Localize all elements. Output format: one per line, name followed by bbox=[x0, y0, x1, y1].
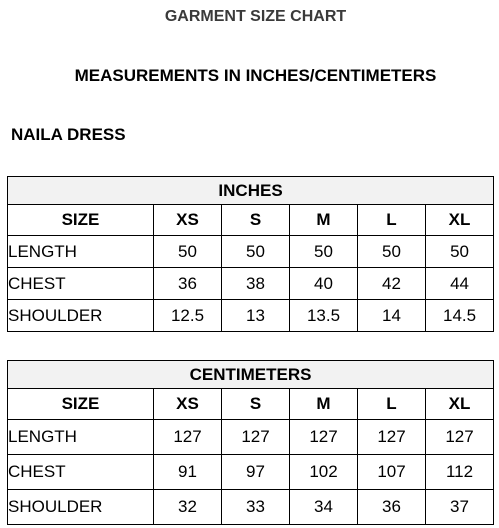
size-header-xs: XS bbox=[154, 389, 222, 420]
table-cell: 50 bbox=[358, 236, 426, 268]
table-cell: 36 bbox=[358, 490, 426, 525]
inches-table bbox=[7, 176, 494, 332]
centimeters-heading: CENTIMETERS bbox=[8, 361, 494, 389]
table-cell: 34 bbox=[290, 490, 358, 525]
table-cell: 12.5 bbox=[154, 300, 222, 332]
size-header-xs: XS bbox=[154, 205, 222, 236]
table-row bbox=[8, 455, 494, 490]
size-header-m: M bbox=[290, 389, 358, 420]
table-cell: 33 bbox=[222, 490, 290, 525]
size-column-header: SIZE bbox=[8, 389, 154, 420]
size-header-l: L bbox=[358, 205, 426, 236]
table-cell: 38 bbox=[222, 268, 290, 300]
product-name: NAILA DRESS bbox=[11, 125, 126, 144]
table-cell: 37 bbox=[426, 490, 494, 525]
table-cell: 127 bbox=[154, 420, 222, 455]
size-header-s: S bbox=[222, 389, 290, 420]
table-cell: 42 bbox=[358, 268, 426, 300]
row-label-shoulder: SHOULDER bbox=[8, 300, 154, 332]
table-cell: 127 bbox=[222, 420, 290, 455]
table-cell: 97 bbox=[222, 455, 290, 490]
table-cell: 50 bbox=[222, 236, 290, 268]
table-row bbox=[8, 268, 494, 300]
size-header-m: M bbox=[290, 205, 358, 236]
size-column-header: SIZE bbox=[8, 205, 154, 236]
table-cell: 13.5 bbox=[290, 300, 358, 332]
chart-title: GARMENT SIZE CHART bbox=[164, 8, 347, 25]
measurement-subtitle: MEASUREMENTS IN INCHES/CENTIMETERS bbox=[74, 66, 437, 85]
centimeters-table bbox=[7, 360, 494, 525]
table-cell: 127 bbox=[426, 420, 494, 455]
table-cell: 44 bbox=[426, 268, 494, 300]
row-label-length: LENGTH bbox=[8, 420, 154, 455]
table-cell: 50 bbox=[154, 236, 222, 268]
row-label-chest: CHEST bbox=[8, 455, 154, 490]
table-row bbox=[8, 236, 494, 268]
table-cell: 102 bbox=[290, 455, 358, 490]
table-cell: 14 bbox=[358, 300, 426, 332]
table-cell: 112 bbox=[426, 455, 494, 490]
table-row bbox=[8, 490, 494, 525]
table-cell: 13 bbox=[222, 300, 290, 332]
inches-heading: INCHES bbox=[8, 177, 494, 205]
table-cell: 50 bbox=[290, 236, 358, 268]
table-row bbox=[8, 300, 494, 332]
table-cell: 127 bbox=[290, 420, 358, 455]
table-cell: 91 bbox=[154, 455, 222, 490]
row-label-shoulder: SHOULDER bbox=[8, 490, 154, 525]
size-header-xl: XL bbox=[426, 205, 494, 236]
table-cell: 107 bbox=[358, 455, 426, 490]
table-cell: 50 bbox=[426, 236, 494, 268]
table-cell: 36 bbox=[154, 268, 222, 300]
table-cell: 14.5 bbox=[426, 300, 494, 332]
table-row bbox=[8, 420, 494, 455]
table-cell: 40 bbox=[290, 268, 358, 300]
size-header-l: L bbox=[358, 389, 426, 420]
table-cell: 32 bbox=[154, 490, 222, 525]
table-cell: 127 bbox=[358, 420, 426, 455]
size-header-s: S bbox=[222, 205, 290, 236]
row-label-chest: CHEST bbox=[8, 268, 154, 300]
size-header-xl: XL bbox=[426, 389, 494, 420]
row-label-length: LENGTH bbox=[8, 236, 154, 268]
